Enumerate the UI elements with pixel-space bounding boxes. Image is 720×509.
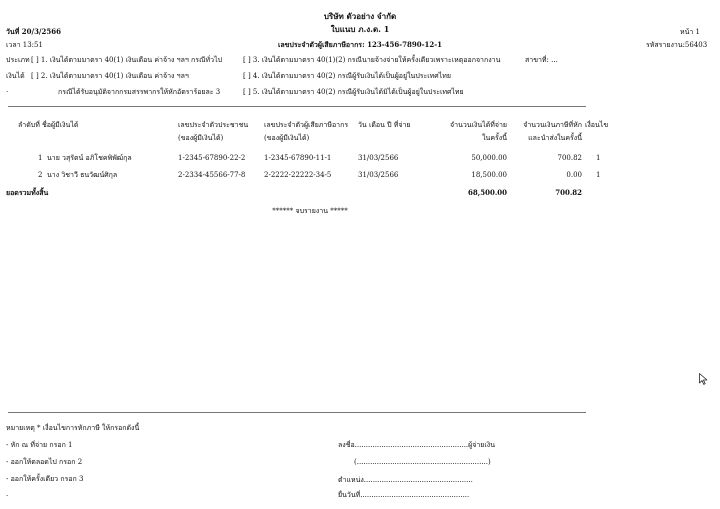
mouse-pointer-icon	[699, 373, 708, 385]
dot-marker: .	[6, 86, 9, 94]
row-no: 2	[38, 171, 43, 179]
signer-name-line: (...........................................................)	[354, 458, 491, 466]
income-label: เงินได้	[6, 72, 25, 80]
col-header-tax-id: เลขประจำตัวผู้เสียภาษีอากร	[264, 121, 349, 129]
type-label: ประเภท	[6, 56, 30, 64]
note-label: หมายเหตุ * เงื่อนไขการหักภาษี ให้กรอกดังนี้	[6, 424, 140, 432]
category-2-note: กรณีได้รับอนุมัติจากกรมสรรพากรให้หักอัตราร้อยละ 3	[58, 88, 221, 96]
end-of-report: ****** จบรายงาน *****	[272, 207, 348, 215]
col-header-citizen-id-sub: (ของผู้มีเงินได้)	[178, 134, 224, 142]
category-1[interactable]: [ ] 1. เงินได้ตามมาตรา 40(1) เงินเดือน ค่าจ้าง ฯลฯ กรณีทั่วไป	[31, 56, 223, 64]
company-name: บริษัท ตัวอย่าง จำกัด	[323, 11, 397, 21]
filed-date-line: ยื่นวันที่.................................................	[338, 491, 470, 499]
row-name: นาง วิชาวี ธนวัฒน์ศิกุล	[47, 171, 118, 179]
col-header-citizen-id: เลขประจำตัวประชาชน	[178, 121, 249, 129]
category-5[interactable]: [ ] 5. เงินได้ตามมาตรา 40(2) กรณีผู้รับเงินได้มิได้เป็นผู้อยู่ในประเทศไทย	[243, 88, 464, 96]
col-header-tax: จำนวนเงินภาษีที่หัก	[523, 121, 582, 129]
row-name: นาย วสุรัตน์ อภิโชคพิพัฒ์กุล	[47, 154, 132, 162]
col-header-tax-id-sub: (ของผู้มีเงินได้)	[264, 134, 310, 142]
branch-label: สาขาที่: ...	[525, 56, 558, 64]
col-header-condition: เงื่อนไข	[585, 121, 609, 129]
col-header-amount-sub: ในครั้งนี้	[482, 134, 507, 142]
row-no: 1	[38, 154, 43, 162]
col-header-amount: จำนวนเงินได้ที่จ่าย	[450, 121, 507, 129]
report-time: เวลา 13:51	[6, 41, 43, 49]
row-date: 31/03/2566	[358, 171, 399, 179]
total-tax: 700.82	[555, 188, 582, 197]
row-tax-id: 1-2345-67890-11-1	[264, 154, 332, 162]
report-code: รหัสรายงาน:56403	[646, 41, 708, 49]
dot-marker: .	[6, 490, 9, 498]
divider-top	[8, 106, 586, 107]
note-item: - หัก ณ ที่จ่าย กรอก 1	[6, 441, 73, 449]
payer-tax-id: เลขประจำตัวผู้เสียภาษีอากร: 123-456-7890-12-1	[277, 40, 443, 49]
signature-line: ลงชื่อ...................................................ผู้จ่ายเงิน	[338, 441, 495, 449]
note-item: - ออกให้ตลอดไป กรอก 2	[6, 458, 83, 466]
position-line: ตำแหน่ง.................................................	[338, 476, 473, 484]
row-citizen-id: 1-2345-67890-22-2	[178, 154, 246, 162]
divider-bottom	[8, 412, 586, 413]
row-amount: 50,000.00	[471, 154, 507, 162]
row-tax: 700.82	[557, 154, 582, 162]
row-date: 31/03/2566	[358, 154, 399, 162]
col-header-pay-date: วัน เดือน ปี ที่จ่าย	[358, 121, 411, 129]
category-3[interactable]: [ ] 3. เงินได้ตามมาตรา 40(1)(2) กรณีนายจ้างจ่ายให้ครั้งเดียวเพราะเหตุออกจากงาน	[243, 56, 501, 64]
col-header-tax-sub: และนำส่งในครั้งนี้	[528, 134, 582, 142]
category-4[interactable]: [ ] 4. เงินได้ตามมาตรา 40(2) กรณีผู้รับเงินได้เป็นผู้อยู่ในประเทศไทย	[243, 72, 451, 80]
report-date: วันที่ 20/3/2566	[6, 27, 61, 36]
row-condition: 1	[596, 171, 601, 179]
total-label: ยอดรวมทั้งสิ้น	[6, 188, 49, 197]
row-condition: 1	[596, 154, 601, 162]
row-citizen-id: 2-2334-45566-77-8	[178, 171, 246, 179]
row-tax: 0.00	[566, 171, 582, 179]
note-item: - ออกให้ครั้งเดียว กรอก 3	[6, 475, 84, 483]
col-header-no-name: ลำดับที่ ชื่อผู้มีเงินได้	[18, 121, 79, 129]
row-amount: 18,500.00	[471, 171, 507, 179]
total-amount: 68,500.00	[468, 188, 507, 197]
row-tax-id: 2-2222-22222-34-5	[264, 171, 332, 179]
form-name: ใบแนบ ภ.ง.ด. 1	[330, 24, 390, 34]
category-2[interactable]: [ ] 2. เงินได้ตามมาตรา 40(1) เงินเดือน ค่าจ้าง ฯลฯ	[31, 72, 189, 80]
page-number: หน้า 1	[680, 28, 701, 36]
